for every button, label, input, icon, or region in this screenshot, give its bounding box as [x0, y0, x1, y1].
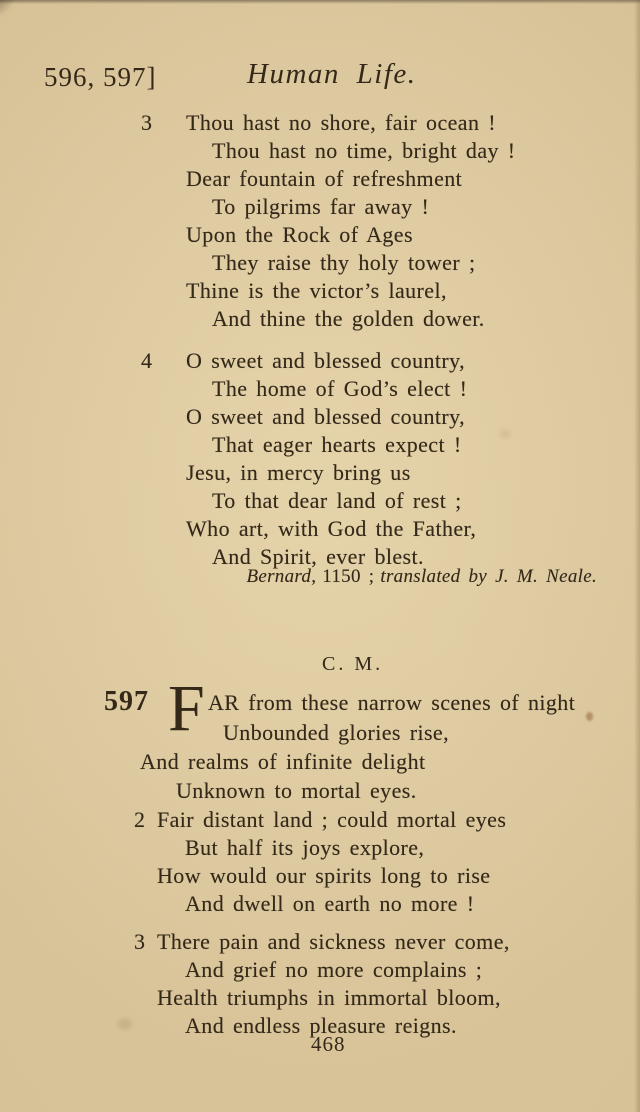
verse-number: 2 [134, 807, 146, 832]
verse-line: O sweet and blessed country, [186, 404, 465, 429]
hymn-596-stanza-4 [141, 347, 477, 571]
verse-line: Fair distant land ; could mortal eyes [157, 807, 507, 832]
verse-line: How would our spirits long to rise [157, 863, 491, 888]
verse-line: Thou hast no time, bright day ! [212, 138, 516, 163]
verse-line: Health triumphs in immortal bloom, [157, 985, 501, 1010]
verse-line: Unbounded glories rise, [223, 720, 449, 745]
attribution-author: Bernard, [246, 566, 317, 587]
meter-label: C. M. [322, 653, 384, 675]
verse-line: Jesu, in mercy bring us [186, 460, 411, 485]
verse-line: Who art, with God the Father, [186, 516, 477, 541]
scan-edge-top [0, 0, 640, 4]
verse-line: And endless pleasure reigns. [185, 1013, 457, 1038]
verse-line: O sweet and blessed country, [186, 348, 465, 373]
verse-line: They raise thy holy tower ; [212, 250, 476, 275]
verse-line: The home of God’s elect ! [212, 376, 468, 401]
drop-cap: F [168, 672, 205, 745]
verse-line: And realms of infinite delight [140, 749, 426, 774]
scan-edge-right [634, 0, 640, 1112]
paper-stain [500, 430, 510, 438]
header-hymn-numbers: 596, 597] [44, 62, 157, 92]
verse-line: To that dear land of rest ; [212, 488, 462, 513]
verse-line: Unknown to mortal eyes. [176, 778, 417, 803]
paper-stain [118, 1018, 132, 1030]
running-title: Human Life. [247, 58, 417, 90]
verse-line: To pilgrims far away ! [212, 194, 430, 219]
verse-number: 4 [141, 348, 153, 373]
verse-line: That eager hearts expect ! [212, 432, 462, 457]
hymn-597-number: 597 [104, 686, 149, 717]
scan-corner-shadow [0, 0, 20, 20]
verse-number: 3 [141, 110, 153, 135]
verse-line: Thou hast no shore, fair ocean ! [186, 110, 496, 135]
hymn-597-stanza-3 [134, 928, 510, 1040]
attribution-date: 1150 ; [322, 566, 375, 587]
verse-line: Dear fountain of refreshment [186, 166, 463, 191]
page-number: 468 [311, 1032, 346, 1056]
hymn-597-stanza-2 [134, 806, 507, 918]
verse-line: And grief no more complains ; [185, 957, 483, 982]
verse-line: Upon the Rock of Ages [186, 222, 413, 247]
verse-number: 3 [134, 929, 146, 954]
hymn-596-stanza-3 [141, 109, 516, 333]
verse-line: Thine is the victor’s laurel, [186, 278, 447, 303]
verse-line: There pain and sickness never come, [157, 929, 510, 954]
attribution-translator: translated by J. M. Neale. [380, 566, 597, 587]
verse-line: AR from these narrow scenes of night [208, 690, 576, 715]
verse-line: And dwell on earth no more ! [185, 891, 475, 916]
attribution [246, 566, 597, 588]
verse-line: And Spirit, ever blest. [212, 544, 424, 569]
paper-stain [586, 712, 593, 721]
verse-line: But half its joys explore, [185, 835, 425, 860]
verse-line: And thine the golden dower. [212, 306, 485, 331]
